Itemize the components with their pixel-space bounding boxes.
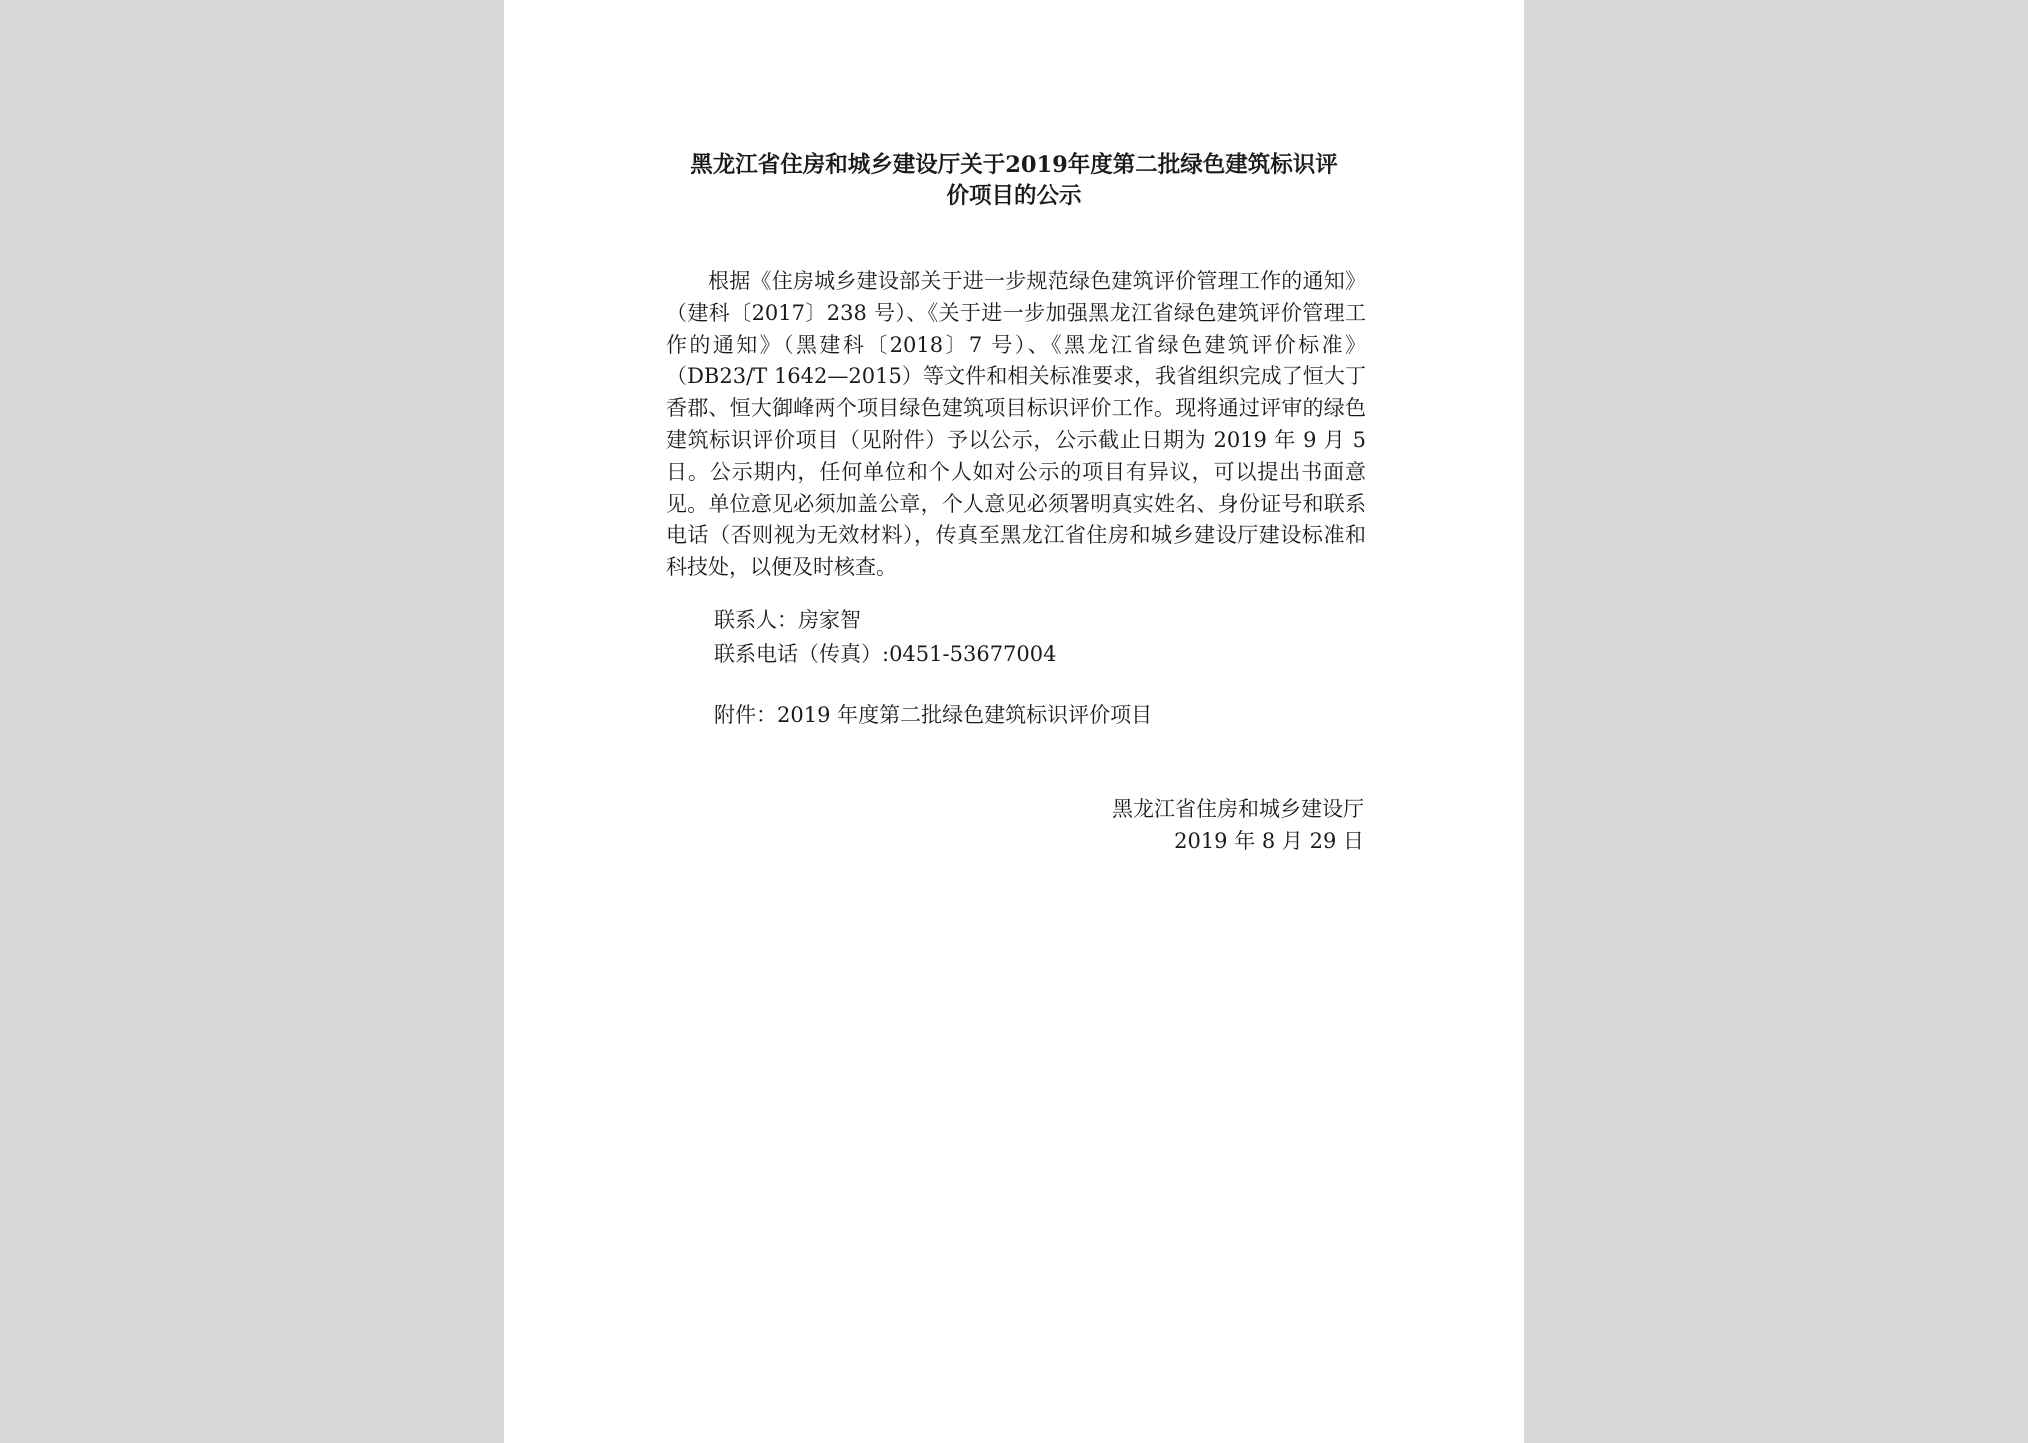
title-line-2: 价项目的公示 bbox=[946, 183, 1082, 209]
body-paragraph: 根据《住房城乡建设部关于进一步规范绿色建筑评价管理工作的通知》（建科〔2017〕238 号）、《关于进一步加强黑龙江省绿色建筑评价管理工作的通知》（黑建科〔2018〕7 号）、《黑龙江省绿色建筑评价标准》（DB23/T 1642—2015）等文件和相关标准要求，我省组织完成了恒大丁香郡、恒大御峰两个项目绿色建筑项目标识评价工作。现将通过评审的绿色建筑标识评价项目（见附件）予以公示，公示截止日期为 2019 年 9 月 5 日。公示期内，任何单位和个人如对公示的项目有异议，可以提出书面意见。单位意见必须加盖公章，个人意见必须署明真实姓名、身份证号和联系电话（否则视为无效材料），传真至黑龙江省住房和城乡建设厅建设标准和科技处，以便及时核查。 bbox=[666, 269, 1366, 580]
contact-phone: 联系电话（传真）:0451-53677004 bbox=[714, 642, 1057, 666]
document-page bbox=[504, 0, 1524, 1443]
title-line-1: 黑龙江省住房和城乡建设厅关于2019年度第二批绿色建筑标识评 bbox=[690, 152, 1338, 178]
contact-person: 联系人：房家智 bbox=[714, 608, 861, 632]
signature-organization: 黑龙江省住房和城乡建设厅 bbox=[1112, 797, 1364, 821]
signature-date: 2019 年 8 月 29 日 bbox=[1174, 829, 1364, 853]
attachment-note: 附件：2019 年度第二批绿色建筑标识评价项目 bbox=[714, 703, 1153, 727]
document-title bbox=[664, 150, 1364, 212]
